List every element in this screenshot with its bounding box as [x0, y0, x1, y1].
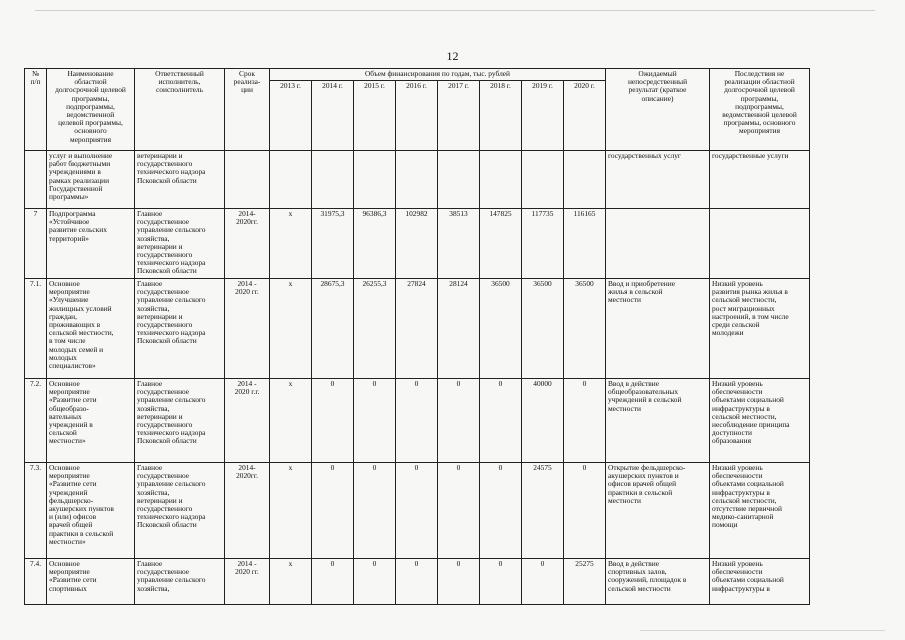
cell-value: 38513 [438, 209, 480, 279]
cell-value: 116165 [564, 209, 606, 279]
cell-name: услуг и выполнение работ бюджетными учреждениями в рамках реализации Государственной программы» [47, 151, 135, 209]
header-result: Ожидаемый непосредственный результат (краткое описание) [606, 69, 710, 151]
cell-executor: Главное государственное управление сельского хозяйства, ветеринарии и государственного технического надзора Псковской области [135, 209, 225, 279]
cell-value: 40000 [522, 379, 564, 463]
cell-value: 28675,3 [312, 279, 354, 379]
table-row [25, 463, 810, 559]
cell-value: 0 [564, 379, 606, 463]
cell-term: 2014 - 2020 гг. [225, 279, 270, 379]
cell-value [312, 151, 354, 209]
cell-value: 0 [522, 559, 564, 605]
header-year: 2015 г. [354, 81, 396, 151]
cell-value: 27824 [396, 279, 438, 379]
cell-executor: Главное государственное управление сельского хозяйства, ветеринарии и государственного технического надзора Псковской области [135, 463, 225, 559]
cell-value [270, 151, 312, 209]
cell-value: 0 [312, 379, 354, 463]
cell-executor: Главное государственное управление сельского хозяйства, ветеринарии и государственного технического надзора Псковской области [135, 279, 225, 379]
header-year: 2020 г. [564, 81, 606, 151]
table-row [25, 279, 810, 379]
table-row [25, 379, 810, 463]
cell-consequences [710, 209, 810, 279]
table-header [25, 69, 810, 151]
cell-term: 2014- 2020гг. [225, 463, 270, 559]
cell-result: государственных услуг [606, 151, 710, 209]
cell-value: х [270, 463, 312, 559]
cell-name: Основное мероприятие «Развитие сети общеобразо- вательных учреждений в сельской местности» [47, 379, 135, 463]
cell-value: 0 [480, 559, 522, 605]
cell-value: 117735 [522, 209, 564, 279]
table-row [25, 559, 810, 605]
cell-value: 0 [396, 559, 438, 605]
cell-value: х [270, 379, 312, 463]
header-year: 2014 г. [312, 81, 354, 151]
header-year: 2017 г. [438, 81, 480, 151]
cell-value [396, 151, 438, 209]
cell-result: Ввод в действие спортивных залов, сооружений, площадок в сельской местности [606, 559, 710, 605]
cell-term: 2014 - 2020 гг. [225, 559, 270, 605]
cell-result: Ввод в действие общеобразовательных учреждений в сельской местности [606, 379, 710, 463]
cell-num: 7.1. [25, 279, 47, 379]
scan-edge-bottom [640, 630, 885, 631]
header-financing: Объем финансирования по годам, тыс. рублей [270, 69, 606, 81]
cell-value: х [270, 559, 312, 605]
cell-num: 7 [25, 209, 47, 279]
header-term: Срок реализа- ции [225, 69, 270, 151]
cell-value: 0 [312, 559, 354, 605]
cell-name: Подпрограмма «Устойчивое развитие сельских территорий» [47, 209, 135, 279]
page-number: 12 [446, 49, 459, 63]
cell-num: 7.4. [25, 559, 47, 605]
cell-name: Основное мероприятие «Развитие сети учреждений фельдшерско- акушерских пунктов и (или) офисов врачей общей практики в сельской местности» [47, 463, 135, 559]
cell-value: 0 [396, 463, 438, 559]
header-executor: Ответственный исполнитель, соисполнитель [135, 69, 225, 151]
cell-value: 0 [354, 463, 396, 559]
cell-value: х [270, 209, 312, 279]
cell-value: 0 [480, 379, 522, 463]
cell-consequences: Низкий уровень обеспеченности объектами социальной инфраструктуры в сельской местности, несоблюдение принципа доступности образования [710, 379, 810, 463]
cell-num: 7.2. [25, 379, 47, 463]
cell-value: х [270, 279, 312, 379]
cell-consequences: Низкий уровень обеспеченности объектами социальной инфраструктуры в [710, 559, 810, 605]
cell-value: 96386,3 [354, 209, 396, 279]
cell-term: 2014- 2020гг. [225, 209, 270, 279]
cell-value: 26255,3 [354, 279, 396, 379]
cell-value: 0 [354, 559, 396, 605]
cell-value [438, 151, 480, 209]
cell-consequences: Низкий уровень обеспеченности объектами социальной инфраструктуры в сельской местности, отсутствие первичной медико-санитарной помощи [710, 463, 810, 559]
cell-executor: Главное государственное управление сельского хозяйства, ветеринарии и государственного технического надзора Псковской области [135, 379, 225, 463]
header-name: Наименование областной долгосрочной целевой программы, подпрограммы, ведомственной целевой программы, основного мероприятия [47, 69, 135, 151]
header-year: 2018 г. [480, 81, 522, 151]
cell-value: 31975,3 [312, 209, 354, 279]
cell-value: 0 [312, 463, 354, 559]
cell-value: 0 [438, 463, 480, 559]
cell-value: 0 [564, 463, 606, 559]
cell-value: 28124 [438, 279, 480, 379]
cell-name: Основное мероприятие «Улучшение жилищных условий граждан, проживающих в сельской местности, в том числе молодых семей и молодых специалистов» [47, 279, 135, 379]
cell-result: Ввод и приобретение жилья в сельской местности [606, 279, 710, 379]
cell-value: 0 [438, 379, 480, 463]
cell-value [564, 151, 606, 209]
cell-value: 0 [480, 463, 522, 559]
cell-value [522, 151, 564, 209]
cell-num [25, 151, 47, 209]
cell-num: 7.3. [25, 463, 47, 559]
cell-consequences: государственные услуги [710, 151, 810, 209]
cell-value: 36500 [522, 279, 564, 379]
cell-executor: Главное государственное управление сельского хозяйства, [135, 559, 225, 605]
header-year: 2013 г. [270, 81, 312, 151]
cell-name: Основное мероприятие «Развитие сети спортивных [47, 559, 135, 605]
cell-value: 102982 [396, 209, 438, 279]
cell-result: Открытие фельдшерско- акушерских пунктов и офисов врачей общей практики в сельской местности [606, 463, 710, 559]
table-row [25, 151, 810, 209]
scan-edge-top [35, 10, 875, 11]
cell-value [480, 151, 522, 209]
header-year: 2019 г. [522, 81, 564, 151]
cell-term [225, 151, 270, 209]
table-row [25, 209, 810, 279]
financing-table [24, 68, 810, 605]
table-body [25, 151, 810, 605]
header-consequences: Последствия не реализации областной долгосрочной целевой программы, подпрограммы, ведомственной целевой программы, основного мероприятия [710, 69, 810, 151]
cell-value: 25275 [564, 559, 606, 605]
header-num: № п/п [25, 69, 47, 151]
cell-value: 0 [438, 559, 480, 605]
cell-value: 0 [396, 379, 438, 463]
cell-value: 147825 [480, 209, 522, 279]
cell-term: 2014 - 2020 г.г. [225, 379, 270, 463]
cell-consequences: Низкий уровень развития рынка жилья в сельской местности, рост миграционных настроений, в том числе среди сельской молодежи [710, 279, 810, 379]
header-year: 2016 г. [396, 81, 438, 151]
cell-value [354, 151, 396, 209]
cell-executor: ветеринарии и государственного технического надзора Псковской области [135, 151, 225, 209]
cell-value: 0 [354, 379, 396, 463]
cell-value: 24575 [522, 463, 564, 559]
cell-value: 36500 [564, 279, 606, 379]
cell-value: 36500 [480, 279, 522, 379]
cell-result [606, 209, 710, 279]
